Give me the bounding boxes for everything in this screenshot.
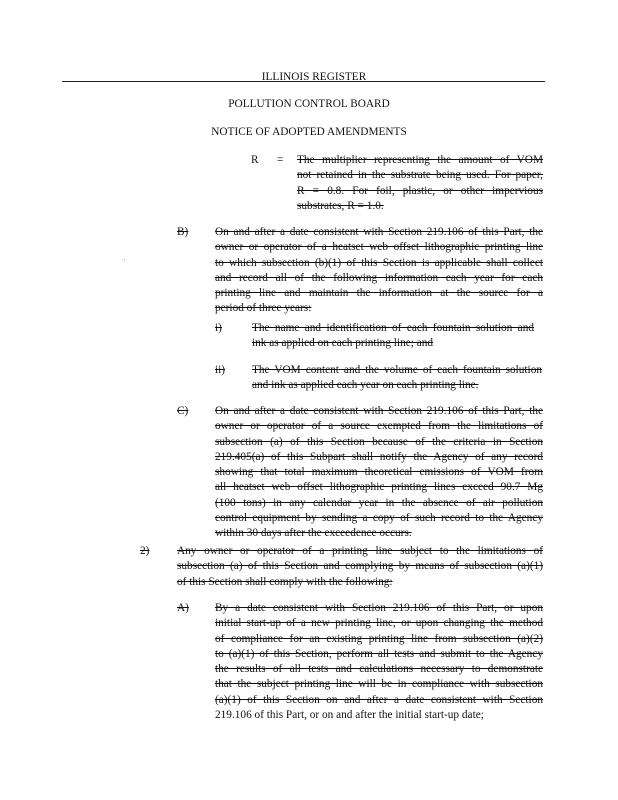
item-2-a-line: initial start-up of a new printing line, or upon changing the method xyxy=(215,617,543,630)
item-b-ii-label: ii) xyxy=(215,364,226,376)
item-b-text xyxy=(215,225,543,317)
definition-r-line: not retained in the substrate being used. For paper, xyxy=(297,169,543,182)
item-2-text xyxy=(177,544,543,590)
item-2-a-line: By a date consistent with Section 219.106 of this Part, or upon xyxy=(215,602,543,614)
item-2-a-text xyxy=(215,601,543,723)
definition-r-line: The multiplier representing the amount of VOM xyxy=(297,154,543,166)
item-2-a-line: that the subject printing line will be in compliance with subsection xyxy=(215,678,543,691)
definition-equals: = xyxy=(277,154,284,166)
item-b-line: to which subsection (b)(1) of this Section is applicable shall collect xyxy=(215,256,543,269)
item-c-line: control equipment by sending a copy of such record to the Agency xyxy=(215,512,543,525)
item-2-a-final-line: 219.106 of this Part, or on and after the initial start-up date; xyxy=(215,709,484,722)
register-title: ILLINOIS REGISTER xyxy=(261,71,367,83)
item-b-line: period of three years: xyxy=(215,302,312,315)
item-b-ii-text xyxy=(252,363,542,394)
item-c-line: subsection (a) of this Section because of the criteria in Section xyxy=(215,435,543,448)
item-c-line: within 30 days after the exceedence occurs. xyxy=(215,527,412,540)
definition-r-line: R = 0.8. For foil, plastic, or other impervious xyxy=(297,184,543,197)
item-c-line: showing that total maximum theoretical emissions of VOM from xyxy=(215,466,543,479)
item-b-line: On and after a date consistent with Section 219.106 of this Part, the xyxy=(215,226,543,238)
item-2-a-line: the results of all tests and calculations necessary to demonstrate xyxy=(215,663,543,676)
item-2-label: 2) xyxy=(140,545,150,557)
item-2-line: of this Section shall comply with the following: xyxy=(177,575,393,588)
item-b-ii-line: and ink as applied each year on each printing line. xyxy=(252,379,479,392)
item-c-line: all heatset web offset lithographic printing lines exceed 90.7 Mg xyxy=(215,481,543,494)
item-c-text xyxy=(215,404,543,542)
scan-speck xyxy=(124,259,125,260)
item-2-a-line: to (a)(1) of this Section, perform all tests and submit to the Agency xyxy=(215,647,543,660)
item-c-line: owner or operator of a source exempted from the limitations of xyxy=(215,420,543,433)
definition-symbol: R xyxy=(251,154,259,166)
item-c-line: 219.405(a) of this Subpart shall notify the Agency of any record xyxy=(215,450,543,463)
item-b-ii-line: The VOM content and the volume of each fountain solution xyxy=(252,364,542,376)
item-c-line: On and after a date consistent with Section 219.106 of this Part, the xyxy=(215,405,543,417)
item-b-label: B) xyxy=(177,226,189,238)
notice-title: NOTICE OF ADOPTED AMENDMENTS xyxy=(211,126,407,138)
header-rule xyxy=(62,81,545,82)
definition-r-text xyxy=(297,153,543,214)
board-title: POLLUTION CONTROL BOARD xyxy=(228,98,390,110)
item-2-a-label: A) xyxy=(177,602,189,614)
item-b-line: printing line and maintain the information at the source for a xyxy=(215,287,543,300)
item-2-a-line: (a)(1) of this Section on and after a date consistent with Section xyxy=(215,693,543,706)
item-b-line: and record all of the following information each year for each xyxy=(215,271,543,284)
item-2-a-line: of compliance for an existing printing line from subsection (a)(2) xyxy=(215,632,543,645)
definition-r-line: substrates, R = 1.0. xyxy=(297,199,384,212)
item-b-i-line: ink as applied on each printing line; and xyxy=(252,337,434,350)
item-c-label: C) xyxy=(177,405,189,417)
item-b-i-text xyxy=(252,321,534,352)
item-c-line: (100 tons) in any calendar year in the absence of air pollution xyxy=(215,496,543,509)
item-2-line: subsection (a) of this Section and complying by means of subsection (a)(1) xyxy=(177,560,543,573)
item-b-i-line: The name and identification of each fountain solution and xyxy=(252,322,534,334)
item-2-line: Any owner or operator of a printing line subject to the limitations of xyxy=(177,545,543,557)
item-b-i-label: i) xyxy=(215,322,222,334)
item-b-line: owner or operator of a heatset web offset lithographic printing line xyxy=(215,241,543,254)
